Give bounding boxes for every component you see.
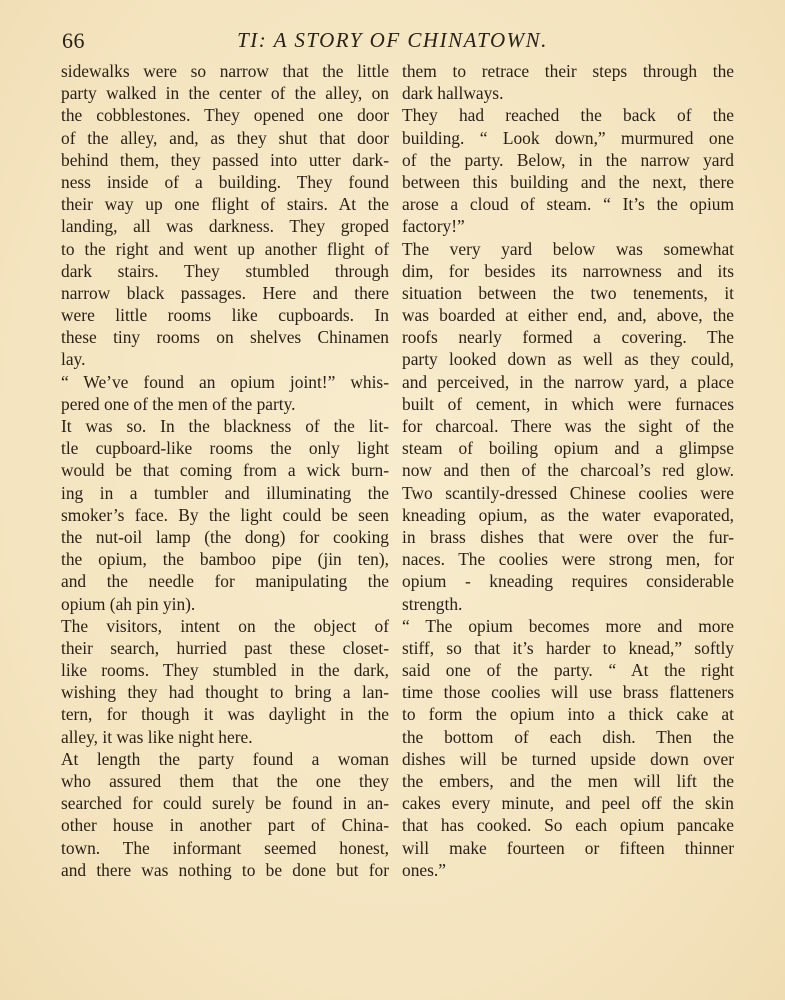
text-line: The visitors, intent on the object of — [61, 615, 389, 636]
text-line: opium (ah pin yin). — [61, 593, 196, 614]
text-line: searched for could surely be found in an- — [61, 793, 389, 814]
text-line: strength. — [402, 593, 463, 614]
text-line: who assured them that the one they — [61, 771, 389, 791]
text-line: party looked down as well as they could, — [402, 349, 734, 370]
text-line: these tiny rooms on shelves Chinamen — [61, 327, 389, 348]
text-line: alley, it was like night here. — [61, 726, 253, 747]
text-line: of the alley, and, as they shut that door — [61, 127, 389, 148]
text-line: ing in a tumbler and illuminating the — [61, 482, 389, 503]
text-line: tle cupboard-like rooms the only light — [61, 438, 389, 459]
text-line: the cobblestones. They opened one door — [61, 105, 389, 126]
text-line: for charcoal. There was the sight of the — [402, 416, 734, 436]
text-line: was boarded at either end, and, above, the — [402, 305, 734, 326]
text-line: to the right and went up another flight of — [61, 238, 389, 259]
text-line: town. The informant seemed honest, — [61, 837, 389, 858]
text-line: built of cement, in which were furnaces — [402, 393, 734, 414]
text-line: the opium, the bamboo pipe (jin ten), — [61, 549, 389, 570]
text-line: ones.” — [402, 859, 446, 880]
text-line: opium - kneading requires considerable — [402, 571, 734, 592]
running-title: TI: A STORY OF CHINATOWN. — [237, 28, 548, 52]
text-line: and perceived, in the narrow yard, a place — [402, 371, 734, 392]
text-line: “ The opium becomes more and more — [402, 615, 734, 636]
text-line: cakes every minute, and peel off the skin — [402, 793, 734, 814]
text-line: in brass dishes that were over the fur- — [402, 526, 734, 547]
text-line: behind them, they passed into utter dark- — [61, 149, 389, 170]
text-line: Two scantily-dressed Chinese coolies were — [402, 482, 734, 503]
text-line: the nut-oil lamp (the dong) for cooking — [61, 526, 389, 547]
text-line: narrow black passages. Here and there — [61, 282, 389, 303]
text-line: naces. The coolies were strong men, for — [402, 549, 734, 570]
text-line: like rooms. They stumbled in the dark, — [61, 660, 389, 681]
text-line: At length the party found a woman — [61, 748, 389, 769]
text-line: wishing they had thought to bring a lan- — [61, 682, 389, 703]
text-line: dark hallways. — [402, 83, 504, 104]
text-line: roofs nearly formed a covering. The — [402, 327, 734, 348]
text-line: stiff, so that it’s harder to knead,” softly — [402, 637, 734, 658]
text-line: pered one of the men of the party. — [61, 393, 296, 414]
text-line: and there was nothing to be done but for — [61, 859, 389, 880]
text-line: sidewalks were so narrow that the little — [61, 61, 389, 81]
text-line: situation between the two tenements, it — [402, 282, 734, 303]
text-line: were little rooms like cupboards. In — [61, 305, 389, 326]
text-line: time those coolies will use brass flatteners — [402, 682, 734, 703]
text-line: kneading opium, as the water evaporated, — [402, 504, 734, 525]
text-column-right — [402, 60, 734, 881]
text-line: the embers, and the men will lift the — [402, 771, 734, 791]
text-column-left — [61, 60, 389, 881]
text-line: that has cooked. So each opium pancake — [402, 815, 734, 836]
text-line: would be that coming from a wick burn- — [61, 460, 389, 481]
text-line: their way up one flight of stairs. At the — [61, 194, 389, 215]
text-line: It was so. In the blackness of the lit- — [61, 416, 389, 436]
text-line: building. “ Look down,” murmured one — [402, 127, 734, 148]
text-line: the bottom of each dish. Then the — [402, 726, 734, 747]
text-line: dim, for besides its narrowness and its — [402, 260, 734, 281]
text-line: between this building and the next, there — [402, 171, 734, 192]
text-line: “ We’ve found an opium joint!” whis- — [61, 371, 389, 392]
text-line: dishes will be turned upside down over — [402, 748, 734, 769]
text-line: will make fourteen or fifteen thinner — [402, 837, 734, 858]
text-line: other house in another part of China- — [61, 815, 389, 836]
page-number: 66 — [62, 28, 85, 53]
text-line: their search, hurried past these closet- — [61, 637, 389, 658]
text-line: smoker’s face. By the light could be seen — [61, 504, 389, 525]
text-line: landing, all was darkness. They groped — [61, 216, 389, 237]
text-line: arose a cloud of steam. “ It’s the opium — [402, 194, 734, 215]
text-line: tern, for though it was daylight in the — [61, 704, 389, 725]
text-line: and the needle for manipulating the — [61, 571, 389, 592]
text-line: said one of the party. “ At the right — [402, 660, 734, 681]
page-header — [62, 28, 723, 56]
text-line: dark stairs. They stumbled through — [61, 260, 389, 281]
text-line: They had reached the back of the — [402, 105, 734, 126]
text-line: them to retrace their steps through the — [402, 61, 734, 81]
text-line: now and then of the charcoal’s red glow. — [402, 460, 734, 481]
text-line: lay. — [61, 349, 86, 370]
text-line: to form the opium into a thick cake at — [402, 704, 734, 725]
text-line: of the party. Below, in the narrow yard — [402, 149, 734, 170]
text-line: ness inside of a building. They found — [61, 171, 389, 192]
text-line: factory!” — [402, 216, 465, 237]
text-line: The very yard below was somewhat — [402, 238, 734, 259]
text-line: steam of boiling opium and a glimpse — [402, 438, 734, 459]
text-line: party walked in the center of the alley, on — [61, 83, 389, 104]
